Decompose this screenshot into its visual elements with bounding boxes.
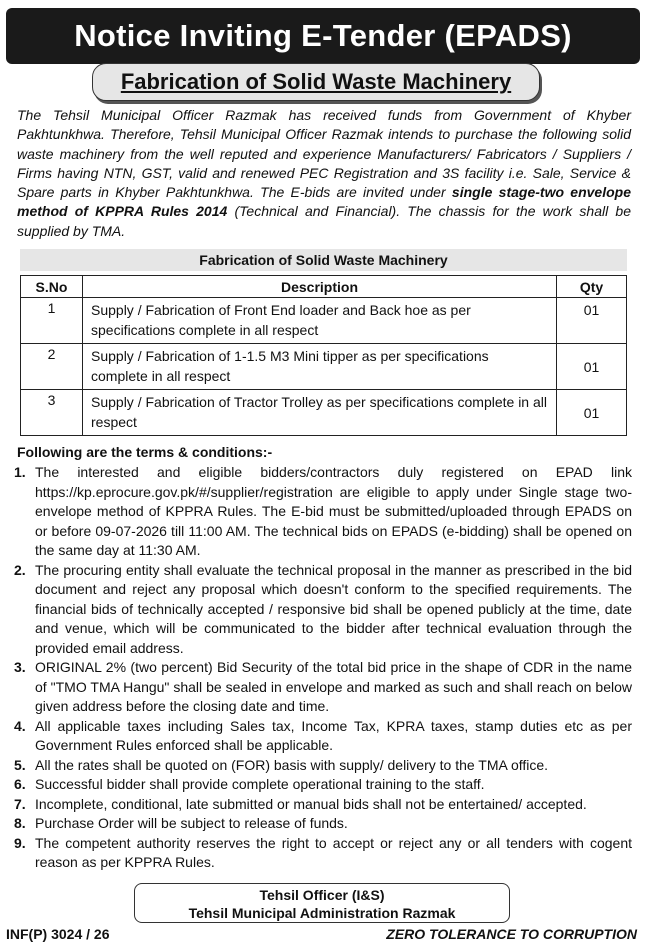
term-item <box>14 756 632 776</box>
term-number: 1. <box>14 464 26 480</box>
row-sno: 3 <box>21 390 83 436</box>
office-title: Tehsil Officer (I&S) <box>259 887 385 903</box>
intro-text-2: (Technical and Financial). The chassis for the work shall be supplied by TMA. <box>17 203 631 239</box>
table-row <box>21 390 627 436</box>
intro-paragraph <box>17 106 631 241</box>
terms-heading: Following are the terms & conditions:- <box>17 444 273 460</box>
table-row <box>21 298 627 344</box>
term-number: 3. <box>14 659 26 675</box>
term-text: All applicable taxes including Sales tax, Income Tax, KPRA taxes, stamp duties etc as per Government Rules enforced shall be applicable. <box>35 717 632 753</box>
intro-bold-method: single stage-two envelope method of KPPRA Rules 2014 <box>17 184 631 220</box>
term-item <box>14 775 632 795</box>
term-text: ORIGINAL 2% (two percent) Bid Security of the total bid price in the shape of CDR in the name of "TMO TMA Hangu" shall be sealed in envelope and marked as such and shall reach on below given address before the closing date and time. <box>35 659 632 714</box>
term-text: The procuring entity shall evaluate the technical proposal in the manner as prescribed in the bid document and reject any proposal which doesn't conform to the specified requirements. The financial bids of technically accepted / responsive bid shall be opened publicly at the time, date and venue, which will be communicated to the bidder after technical evaluation through the provided email address. <box>35 561 632 656</box>
term-item <box>14 658 632 717</box>
header-qty: Qty <box>557 276 627 298</box>
table-row <box>21 344 627 390</box>
term-text: The competent authority reserves the right to accept or reject any or all tenders with cogent reason as per KPPRA Rules. <box>35 834 632 870</box>
row-description: Supply / Fabrication of Front End loader and Back hoe as per specifications complete in all respect <box>83 298 557 344</box>
row-qty: 01 <box>557 298 627 344</box>
issuing-office-box <box>134 883 510 923</box>
row-qty: 01 <box>557 390 627 436</box>
term-number: 4. <box>14 717 26 734</box>
term-text: Purchase Order will be subject to release of funds. <box>35 815 348 831</box>
slogan: ZERO TOLERANCE TO CORRUPTION <box>386 926 637 942</box>
row-qty: 01 <box>557 344 627 390</box>
term-item <box>14 717 632 756</box>
term-text: The interested and eligible bidders/contractors duly registered on EPAD link https://kp.eprocure.gov.pk/#/supplier/registration are eligible to apply under Single stage two- envelope method of KPPRA Rules. The E-bid must be submitted/uploaded through EPADS on or before 09-07-2026 till 11:00 AM. The technical bids on EPADS (e-bidding) shall be opened on the same day at 11:30 AM. <box>35 464 632 558</box>
term-text: Incomplete, conditional, late submitted or manual bids shall not be entertained/ accepted. <box>35 795 587 812</box>
table-header-row <box>21 276 627 298</box>
term-item <box>14 561 632 659</box>
term-item <box>14 463 632 561</box>
term-number: 9. <box>14 834 26 851</box>
term-text: Successful bidder shall provide complete operational training to the staff. <box>35 776 485 792</box>
row-description: Supply / Fabrication of 1-1.5 M3 Mini tipper as per specifications complete in all respect <box>83 344 557 390</box>
machinery-table <box>20 275 627 436</box>
row-sno: 2 <box>21 344 83 390</box>
notice-subtitle: Fabrication of Solid Waste Machinery <box>92 63 540 101</box>
term-number: 2. <box>14 561 26 578</box>
intro-text-1: The Tehsil Municipal Officer Razmak has received funds from Government of Khyber Pakhtunkhwa. Therefore, Tehsil Municipal Officer Razmak intends to purchase the following solid waste machinery from the well reputed and experience Manufacturers/ Fabricators / Suppliers / Firms having NTN, GST, valid and renewed PEC Registration and 3S facility i.e. Sale, Service & Spare parts in Khyber Pakhtunkhwa. The E-bids are invited under <box>17 107 631 201</box>
term-number: 5. <box>14 756 26 773</box>
term-text: All the rates shall be quoted on (FOR) basis with supply/ delivery to the TMA office. <box>35 756 549 773</box>
term-item <box>14 814 632 834</box>
office-name: Tehsil Municipal Administration Razmak <box>188 905 456 921</box>
term-item <box>14 795 632 815</box>
term-number: 8. <box>14 815 26 831</box>
header-sno: S.No <box>21 276 83 298</box>
header-description: Description <box>83 276 557 298</box>
table-caption: Fabrication of Solid Waste Machinery <box>20 249 627 271</box>
row-sno: 1 <box>21 298 83 344</box>
terms-list <box>14 463 632 873</box>
row-description: Supply / Fabrication of Tractor Trolley as per specifications complete in all respect <box>83 390 557 436</box>
notice-title: Notice Inviting E-Tender (EPADS) <box>6 8 640 64</box>
reference-number: INF(P) 3024 / 26 <box>6 926 110 942</box>
term-number: 6. <box>14 776 26 792</box>
machinery-table-section <box>20 249 627 436</box>
term-item <box>14 834 632 873</box>
term-number: 7. <box>14 795 26 812</box>
